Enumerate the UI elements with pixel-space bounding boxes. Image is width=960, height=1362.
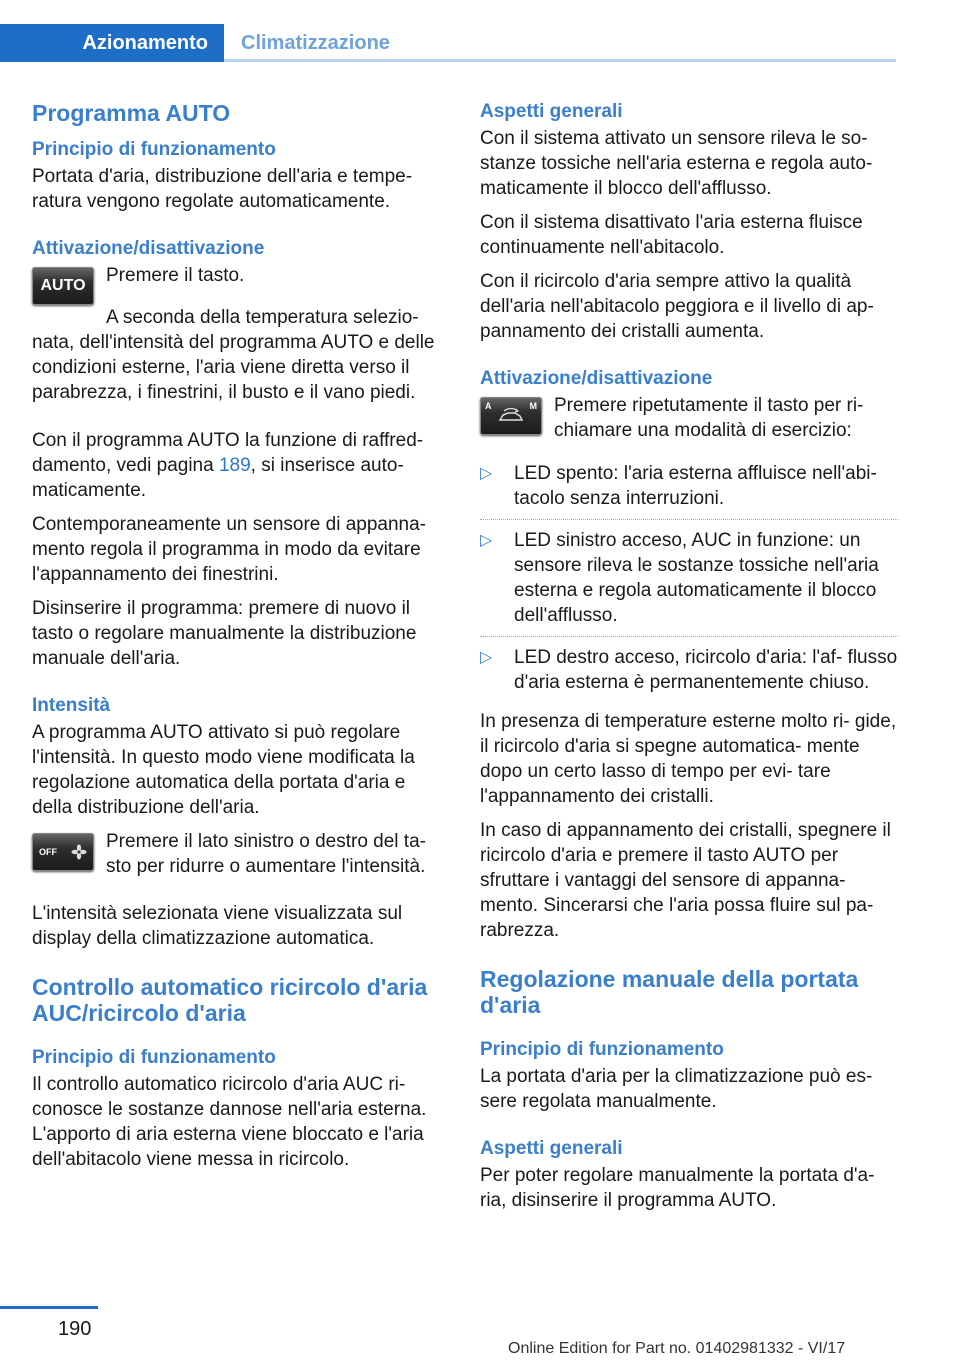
off-label: OFF [39,847,57,857]
paragraph: Con il sistema attivato un sensore rileva le so‐ stanze tossiche nell'aria esterna e regola auto‐ maticamente il blocco dell'afflusso. [480,128,873,199]
header-tabs [0,24,896,62]
intensity-button-row [32,829,448,883]
auc-button-icon [480,397,542,435]
paragraph: Premere il lato sinistro o destro del ta‐ sto per ridurre o aumentare l'intensità. [106,831,426,877]
heading-aspetti-generali-2: Aspetti generali [480,1138,623,1159]
paragraph: Con il programma AUTO la funzione di raffred‐ damento, vedi pagina 189, si inserisce auto‐ maticamente. [32,430,424,501]
paragraph: Il controllo automatico ricircolo d'aria AUC ri‐ conosce le sostanze dannose nell'aria esterna. L'apporto di aria esterna viene bloccato e l'aria dell'abitacolo viene messa in ricircolo. [32,1074,427,1170]
triangle-arrow-icon: ▷ [480,649,493,666]
triangle-arrow-icon: ▷ [480,465,493,482]
page-link-189[interactable]: 189 [218,455,251,476]
car-recirculation-icon [498,407,524,425]
paragraph: Premere ripetutamente il tasto per ri‐ chiamare una modalità di esercizio: [554,395,864,441]
right-column [480,100,898,1222]
heading-aspetti-generali: Aspetti generali [480,101,623,122]
heading-principio-regolazione: Principio di funzionamento [480,1039,724,1060]
heading-principio: Principio di funzionamento [32,139,276,160]
paragraph: A seconda della temperatura selezio‐ nata, dell'intensità del programma AUTO e delle condizioni esterne, l'aria viene diretta verso il parabrezza, i finestrini, il busto e il vano piedi. [32,307,435,403]
footer-divider [0,1306,98,1309]
led-modes-list [480,461,898,703]
section-title-programma-auto: Programma AUTO [32,100,231,126]
paragraph: Disinserire il programma: premere di nuovo il tasto o regolare manualmente la distribuzione manuale dell'aria. [32,598,417,669]
paragraph: Premere il tasto. [106,265,245,286]
auto-button-icon: AUTO [32,267,94,305]
paragraph: In caso di appannamento dei cristalli, spegnere il ricircolo d'aria e premere il tasto AUTO per sfruttare i vantaggi del sensore di appanna‐ mento. Sincerarsi che l'aria possa fluire sul pa‐ rabrezza. [480,820,891,941]
auc-button-row [480,393,898,447]
paragraph: Contemporaneamente un sensore di appanna‐ mento regola il programma in modo da evitare l'appannamento dei finestrini. [32,514,426,585]
list-item: ▷ LED spento: l'aria esterna affluisce nell'abi‐ tacolo senza interruzioni. [480,461,898,520]
paragraph: La portata d'aria per la climatizzazione può es‐ sere regolata manualmente. [480,1066,873,1112]
paragraph: Per poter regolare manualmente la portata d'a‐ ria, disinserire il programma AUTO. [480,1165,875,1211]
tab-azionamento[interactable]: Azionamento [0,24,224,62]
paragraph: Con il ricircolo d'aria sempre attivo la qualità dell'aria nell'abitacolo peggiora e il livello di ap‐ pannamento dei cristalli aumenta. [480,271,874,342]
triangle-arrow-icon: ▷ [480,532,493,549]
auc-m-label: M [529,401,537,411]
heading-attivazione-auc: Attivazione/disattivazione [480,368,713,389]
heading-intensita: Intensità [32,695,111,716]
heading-attivazione: Attivazione/disattivazione [32,238,265,259]
paragraph: A programma AUTO attivato si può regolare l'intensità. In questo modo viene modificata la regolazione automatica della portata d'aria e della distribuzione dell'aria. [32,722,415,818]
auc-a-label: A [485,401,492,411]
page-number: 190 [58,1318,92,1340]
tab-climatizzazione[interactable]: Climatizzazione [241,31,390,54]
auto-button-row [32,263,448,305]
edition-footer: Online Edition for Part no. 01402981332 - VI/17 [508,1340,846,1357]
heading-principio-auc: Principio di funzionamento [32,1047,276,1068]
section-title-regolazione: Regolazione manuale della portata d'aria [480,966,859,1018]
paragraph: Portata d'aria, distribuzione dell'aria e tempe‐ ratura vengono regolate automaticamente. [32,166,413,212]
list-item: ▷ LED destro acceso, ricircolo d'aria: l'af‐ flusso d'aria esterna è permanentemente chiuso. [480,647,898,693]
header-divider [224,59,896,62]
fan-icon [71,844,87,860]
intensity-button-icon [32,833,94,871]
left-column [32,100,448,1181]
paragraph: L'intensità selezionata viene visualizzata sul display della climatizzazione automatica. [32,903,403,949]
section-title-auc: Controllo automatico ricircolo d'aria AUC/ricircolo d'aria [32,974,428,1026]
paragraph: Con il sistema disattivato l'aria esterna fluisce continuamente nell'abitacolo. [480,212,863,258]
list-item: ▷ LED sinistro acceso, AUC in funzione: un sensore rileva le sostanze tossiche nell'aria esterna e regola automaticamente il blocco dell'afflusso. [480,528,898,637]
paragraph: In presenza di temperature esterne molto ri‐ gide, il ricircolo d'aria si spegne automatica‐ mente dopo un certo lasso di tempo per evi‐ tare l'appannamento dei cristalli. [480,711,897,807]
